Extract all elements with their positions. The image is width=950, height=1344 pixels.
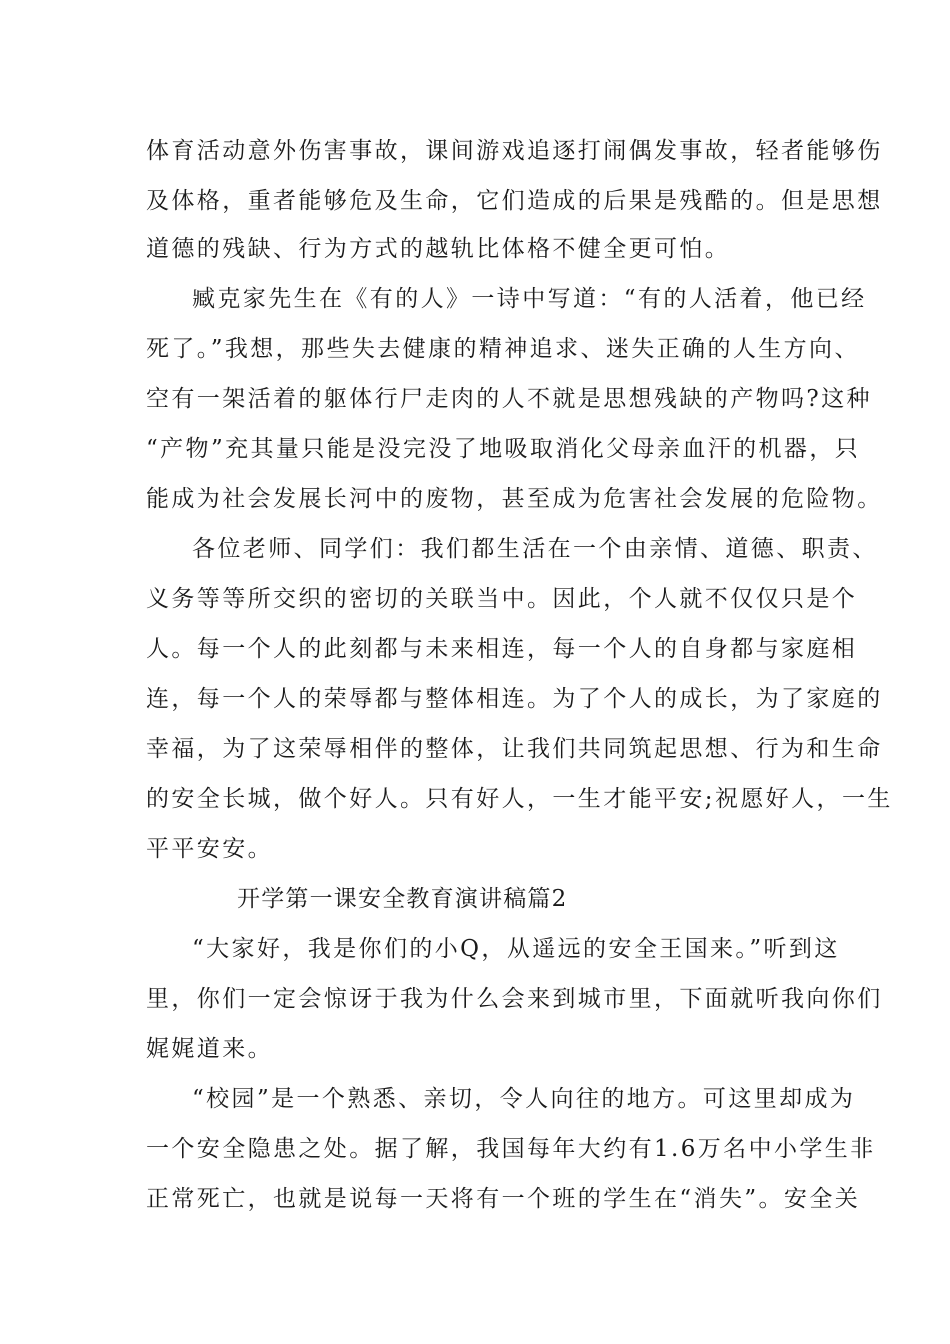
text-line: 平平安安。 bbox=[146, 836, 273, 862]
text-line: 各位老师、同学们：我们都生活在一个由亲情、道德、职责、 bbox=[192, 536, 878, 562]
text-line: 人。每一个人的此刻都与未来相连，每一个人的自身都与家庭相 bbox=[146, 636, 858, 662]
text-line: 道德的残缺、行为方式的越轨比体格不健全更可怕。 bbox=[146, 236, 731, 262]
text-line: 能成为社会发展长河中的废物，甚至成为危害社会发展的危险物。 bbox=[146, 486, 883, 512]
text-line: 空有一架活着的躯体行尸走肉的人不就是思想残缺的产物吗?这种 bbox=[146, 386, 872, 412]
text-line: 幸福，为了这荣辱相伴的整体，让我们共同筑起思想、行为和生命 bbox=[146, 736, 883, 762]
text-line: 正常死亡，也就是说每一天将有一个班的学生在“消失”。安全关 bbox=[146, 1186, 861, 1212]
text-line: 死了。”我想，那些失去健康的精神追求、迷失正确的人生方向、 bbox=[146, 336, 860, 362]
text-line: 的安全长城，做个好人。只有好人，一生才能平安;祝愿好人，一生 bbox=[146, 786, 893, 812]
text-line: 义务等等所交织的密切的关联当中。因此，个人就不仅仅只是个 bbox=[146, 586, 858, 612]
text-line: 娓娓道来。 bbox=[146, 1036, 273, 1062]
text-line: 一个安全隐患之处。据了解，我国每年大约有1.6万名中小学生非 bbox=[146, 1136, 876, 1162]
text-line: “产物”充其量只能是没完没了地吸取消化父母亲血汗的机器，只 bbox=[146, 436, 861, 462]
text-line: 里，你们一定会惊讶于我为什么会来到城市里，下面就听我向你们 bbox=[146, 986, 883, 1012]
section-heading: 开学第一课安全教育演讲稿篇2 bbox=[237, 886, 568, 912]
text-line: 体育活动意外伤害事故，课间游戏追逐打闹偶发事故，轻者能够伤 bbox=[146, 138, 883, 164]
text-line: 连，每一个人的荣辱都与整体相连。为了个人的成长，为了家庭的 bbox=[146, 686, 883, 712]
text-line: “大家好，我是你们的小Q，从遥远的安全王国来。”听到这 bbox=[192, 936, 840, 962]
text-line: “校园”是一个熟悉、亲切，令人向往的地方。可这里却成为 bbox=[192, 1086, 856, 1112]
text-line: 及体格，重者能够危及生命，它们造成的后果是残酷的。但是思想 bbox=[146, 188, 883, 214]
text-line: 臧克家先生在《有的人》一诗中写道：“有的人活着，他已经 bbox=[192, 286, 867, 312]
